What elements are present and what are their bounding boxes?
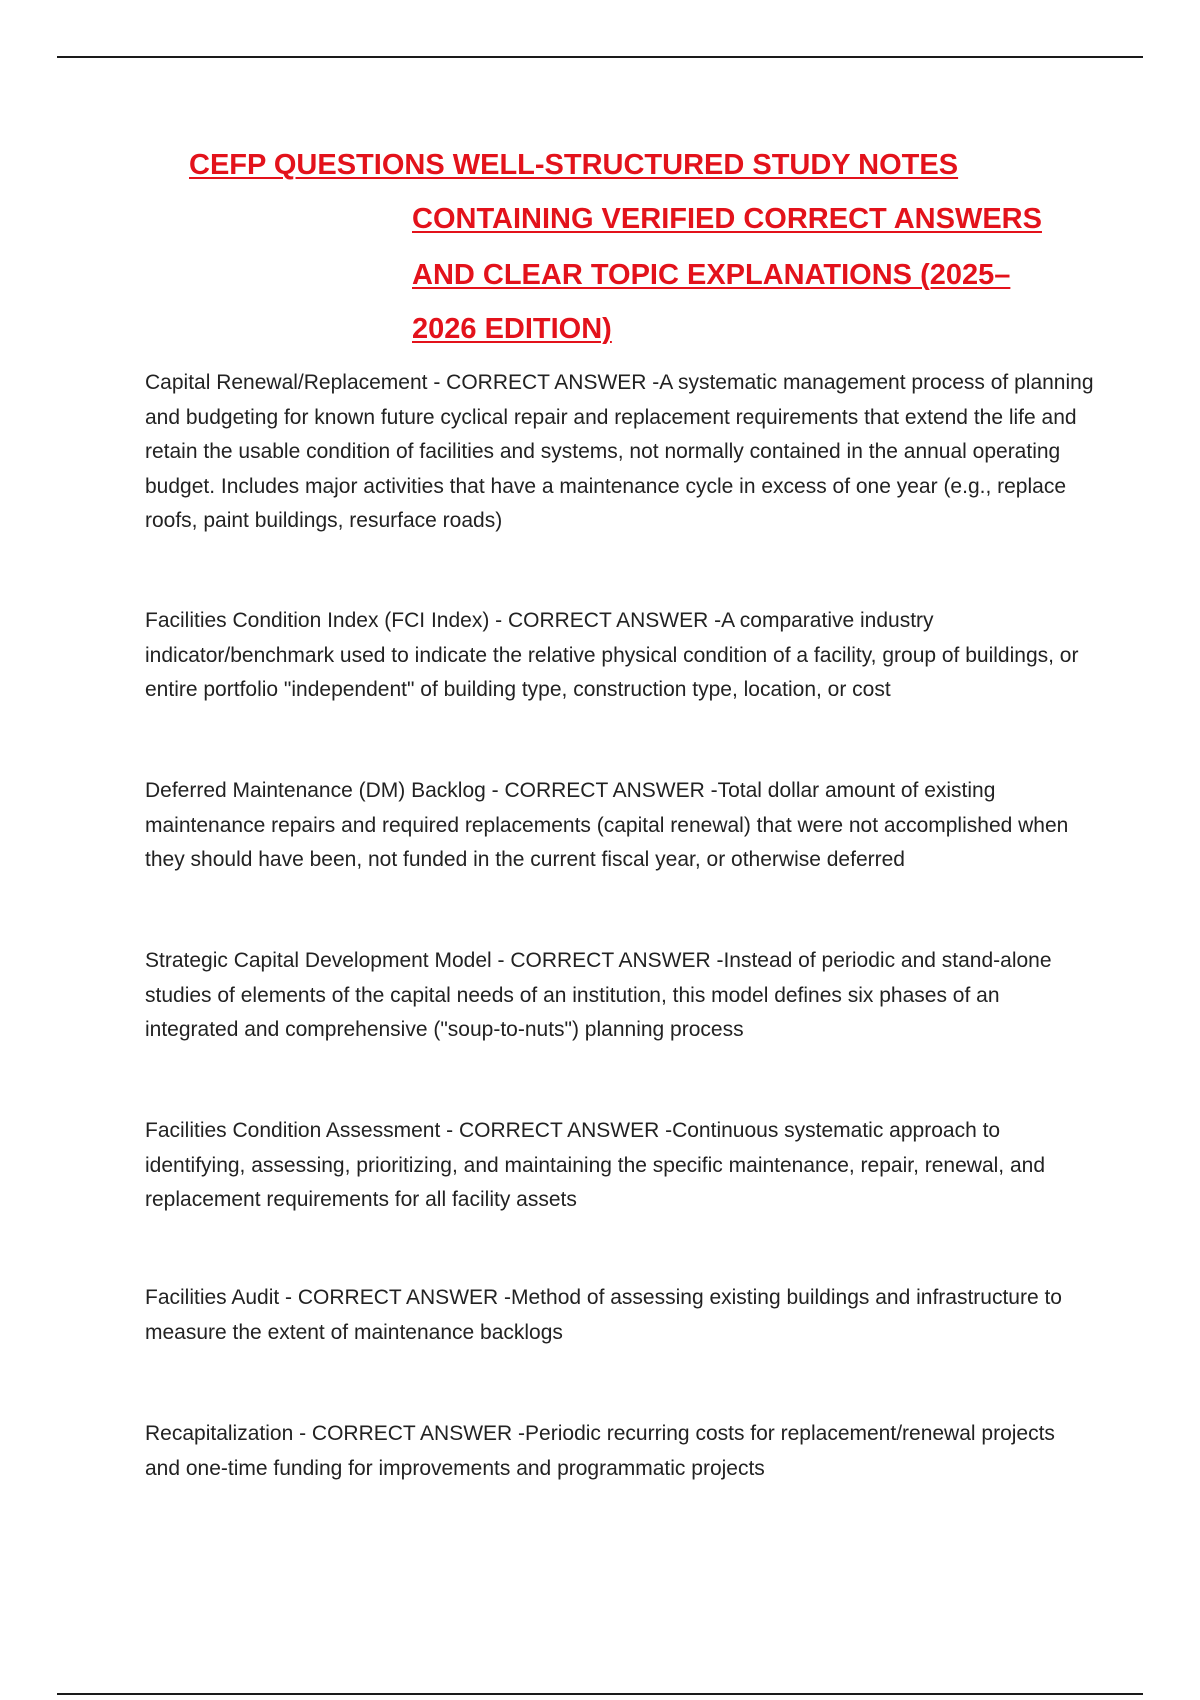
qa-entry-strategic-capital-model: Strategic Capital Development Model - CORRECT ANSWER -Instead of periodic and stand-alone studies of elements of the capital needs of an institution, this model defines six phases of an integrated and comprehensive ("soup-to-nuts") planning process [145, 949, 1052, 1041]
qa-entry-recapitalization: Recapitalization - CORRECT ANSWER -Periodic recurring costs for replacement/renewal projects and one-time funding for improvements and programmatic projects [145, 1422, 1055, 1480]
qa-entry-capital-renewal: Capital Renewal/Replacement - CORRECT ANSWER -A systematic management process of planning and budgeting for known future cyclical repair and replacement requirements that extend the life and retain the usable condition of facilities and systems, not normally contained in the annual operating budget. Includes major activities that have a maintenance cycle in excess of one year (e.g., replace roofs, paint buildings, resurface roads) [145, 371, 1094, 532]
document-title-line-1: CEFP QUESTIONS WELL-STRUCTURED STUDY NOTES [189, 149, 959, 181]
bottom-divider [57, 1693, 1143, 1695]
top-divider [57, 56, 1143, 58]
qa-entry-facilities-audit: Facilities Audit - CORRECT ANSWER -Method of assessing existing buildings and infrastructure to measure the extent of maintenance backlogs [145, 1286, 1062, 1344]
document-title-line-3: AND CLEAR TOPIC EXPLANATIONS (2025– [412, 259, 1011, 291]
qa-entry-deferred-maintenance: Deferred Maintenance (DM) Backlog - CORRECT ANSWER -Total dollar amount of existing maintenance repairs and required replacements (capital renewal) that were not accomplished when they should have been, not funded in the current fiscal year, or otherwise deferred [145, 779, 1069, 871]
qa-entry-facilities-condition-assessment: Facilities Condition Assessment - CORRECT ANSWER -Continuous systematic approach to identifying, assessing, prioritizing, and maintaining the specific maintenance, repair, renewal, and replacement requirements for all facility assets [145, 1119, 1046, 1211]
document-title-line-4: 2026 EDITION) [412, 313, 612, 345]
qa-entry-fci-index: Facilities Condition Index (FCI Index) - CORRECT ANSWER -A comparative industry indicator/benchmark used to indicate the relative physical condition of a facility, group of buildings, or entire portfolio "independent" of building type, construction type, location, or cost [145, 609, 1079, 701]
document-title-line-2: CONTAINING VERIFIED CORRECT ANSWERS [412, 203, 1042, 235]
